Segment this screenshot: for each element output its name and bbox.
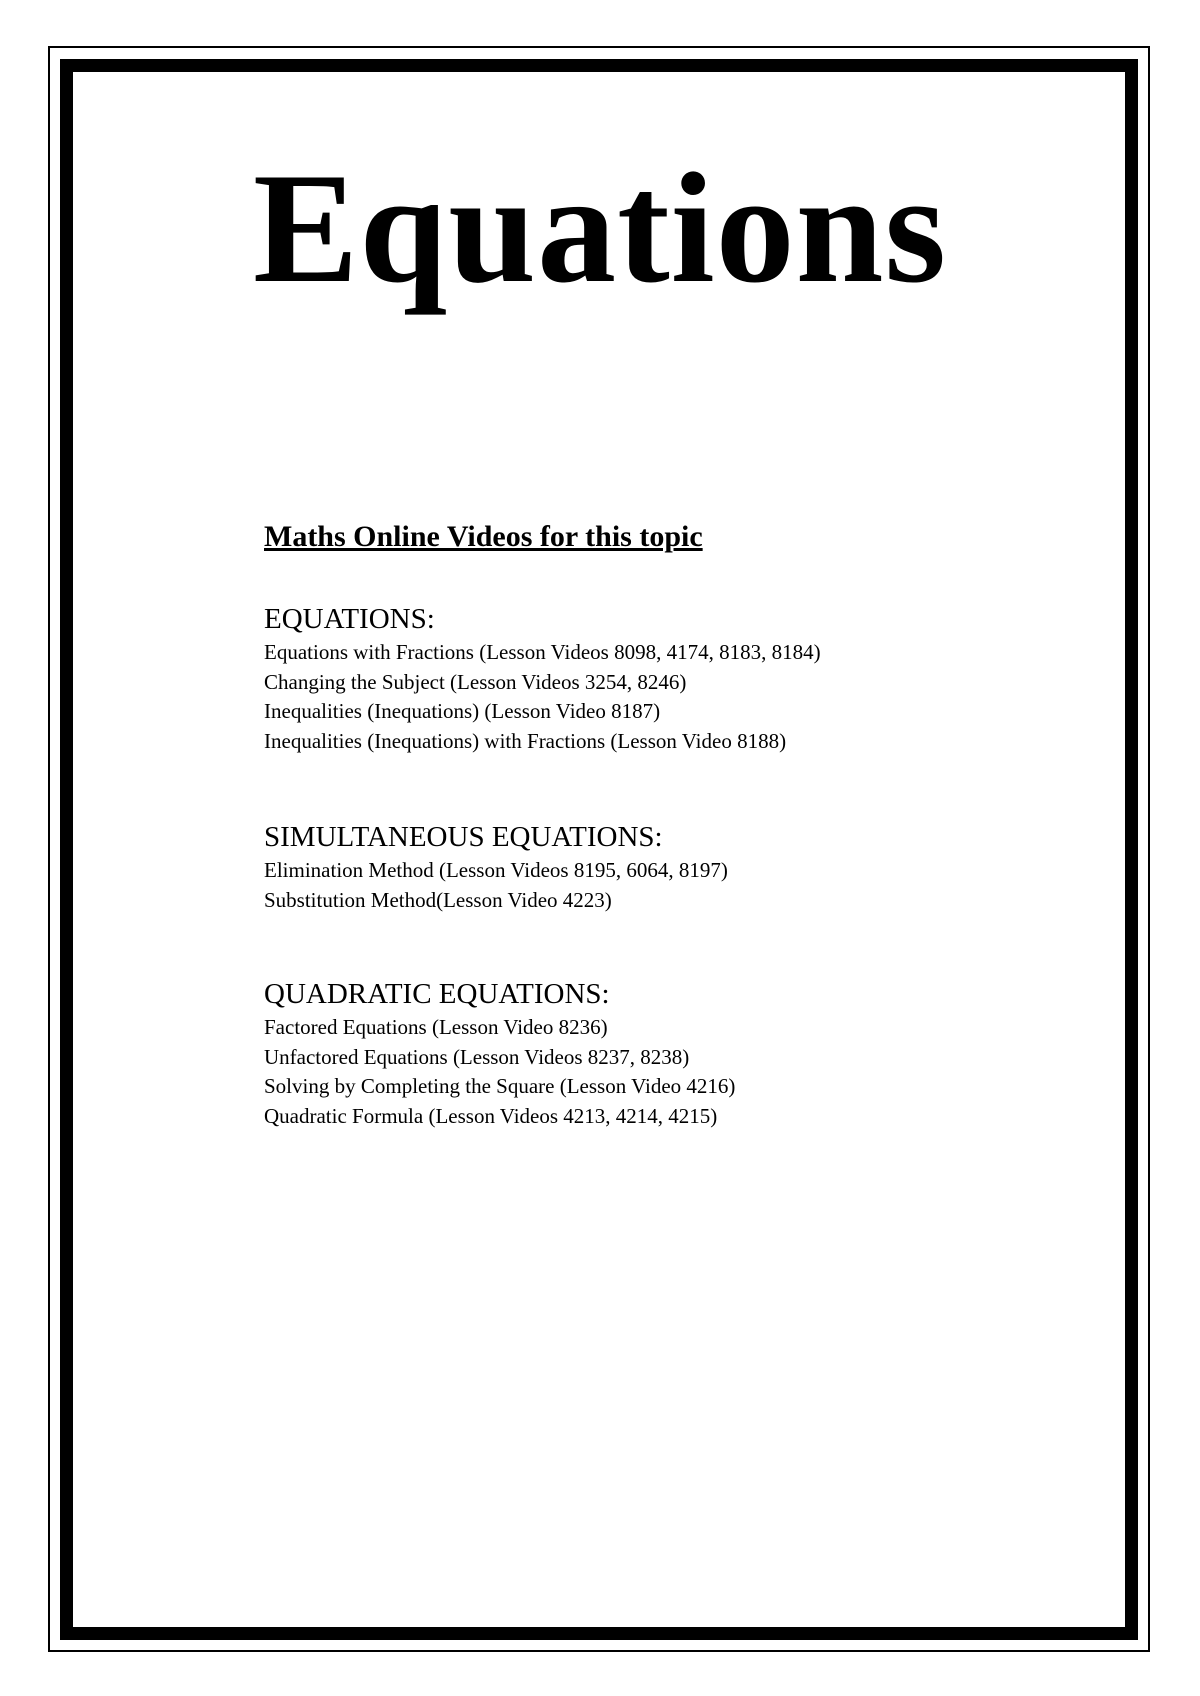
list-item: Inequalities (Inequations) (Lesson Video 8187) (264, 699, 661, 723)
list-item: Factored Equations (Lesson Video 8236) (264, 1015, 608, 1039)
section-simultaneous-equations (264, 820, 728, 915)
list-item: Quadratic Formula (Lesson Videos 4213, 4214, 4215) (264, 1103, 718, 1128)
list-item: Inequalities (Inequations) with Fractions (Lesson Video 8188) (264, 728, 787, 753)
page-title: Equations (252, 141, 947, 316)
videos-subtitle: Maths Online Videos for this topic (264, 520, 703, 553)
list-item: Unfactored Equations (Lesson Videos 8237, 8238) (264, 1044, 690, 1069)
list-item: Equations with Fractions (Lesson Videos 8098, 4174, 8183, 8184) (264, 640, 821, 664)
section-equations (264, 602, 821, 756)
section-quadratic-equations (264, 977, 735, 1131)
list-item: Elimination Method (Lesson Videos 8195, 6064, 8197) (264, 858, 728, 882)
section-heading: SIMULTANEOUS EQUATIONS: (264, 821, 663, 853)
section-heading: EQUATIONS: (264, 603, 435, 635)
list-item: Changing the Subject (Lesson Videos 3254, 8246) (264, 669, 687, 694)
section-heading: QUADRATIC EQUATIONS: (264, 978, 610, 1010)
list-item: Substitution Method(Lesson Video 4223) (264, 887, 612, 912)
list-item: Solving by Completing the Square (Lesson Video 4216) (264, 1074, 736, 1098)
